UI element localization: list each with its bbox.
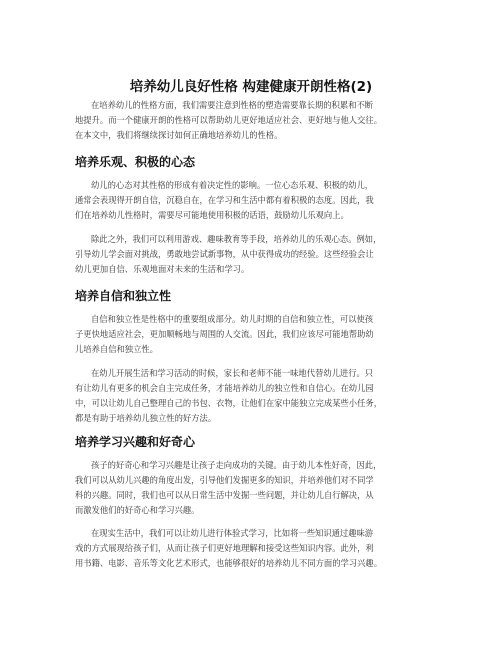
document-title: 培养幼儿良好性格 构建健康开朗性格(2) [129,79,373,95]
text-line: 我们可以从幼儿兴趣的角度出发，引导他们发掘更多的知识，并培养他们对不同学 [75,475,374,485]
section-heading-confidence: 培养自信和独立性 [75,289,172,303]
section-confidence-paragraph-2 [75,366,437,426]
text-line: 都是有助于培养幼儿独立性的好方法。 [75,413,217,423]
text-line: 在本文中，我们将继续探讨如何正确地培养幼儿的性格。 [75,130,283,140]
text-line: 在幼儿开展生活和学习活动的时候，家长和老师不能一味地代替幼儿进行。只 [91,368,374,378]
text-line: 引导幼儿学会面对挑战，勇敢地尝试新事物，从中获得成功的经验。这些经验会让 [75,249,374,259]
text-line: 孩子的好奇心和学习兴趣是让孩子走向成功的关键。由于幼儿本性好奇，因此， [91,460,382,470]
text-line: 用书籍、电影、音乐等文化艺术形式，也能够很好的培养幼儿不同方面的学习兴趣。 [75,558,382,568]
section-curiosity-paragraph-1 [75,458,437,518]
text-line: 而激发他们的好奇心和学习兴趣。 [75,505,200,515]
section-curiosity-paragraph-2 [75,526,437,571]
text-line: 戏的方式展现给孩子们，从而让孩子们更好地理解和接受这些知识内容。此外，利 [75,543,374,553]
text-line: 们在培养幼儿性格时，需要尽可能地使用积极的话语，鼓励幼儿乐观向上。 [75,210,349,220]
text-line: 有让幼儿有更多的机会自主完成任务，才能培养幼儿的独立性和自信心。在幼儿园 [75,383,374,393]
text-line: 幼儿更加自信、乐观地面对未来的生活和学习。 [75,264,250,274]
text-line: 中，可以让幼儿自己整理自己的书包、衣物，让他们在家中能独立完成某些小任务， [75,398,382,408]
text-line: 除此之外，我们可以利用游戏、趣味教育等手段，培养幼儿的乐观心态。例如， [91,234,382,244]
text-line: 通常会表现得开朗自信，沉稳自在，在学习和生活中都有着积极的态度。因此，我 [75,195,374,205]
text-line: 儿培养自信和独立性。 [75,344,158,354]
section-optimism-paragraph-1 [75,178,437,223]
text-line: 地提升。而一个健康开朗的性格可以帮助幼儿更好地适应社会、更好地与他人交往。 [75,115,382,125]
section-optimism-paragraph-2 [75,232,437,277]
intro-paragraph [75,98,437,143]
section-heading-optimism: 培养乐观、积极的心态 [75,155,196,169]
section-heading-curiosity: 培养学习兴趣和好奇心 [75,435,196,449]
text-line: 在培养幼儿的性格方面，我们需要注意到性格的塑造需要靠长期的积累和不断 [91,100,374,110]
text-line: 子更快地适应社会，更加顺畅地与周围的人交流。因此，我们应该尽可能地帮助幼 [75,329,374,339]
section-confidence-paragraph-1 [75,312,437,357]
text-line: 幼儿的心态对其性格的形成有着决定性的影响。一位心态乐观、积极的幼儿， [91,180,374,190]
text-line: 科的兴趣。同时，我们也可以从日常生活中发掘一些问题，并让幼儿自行解决，从 [75,490,374,500]
text-line: 自信和独立性是性格中的重要组成部分。幼儿时期的自信和独立性，可以使孩 [91,314,374,324]
text-line: 在现实生活中，我们可以让幼儿进行体验式学习，比如将一些知识通过趣味游 [91,528,374,538]
